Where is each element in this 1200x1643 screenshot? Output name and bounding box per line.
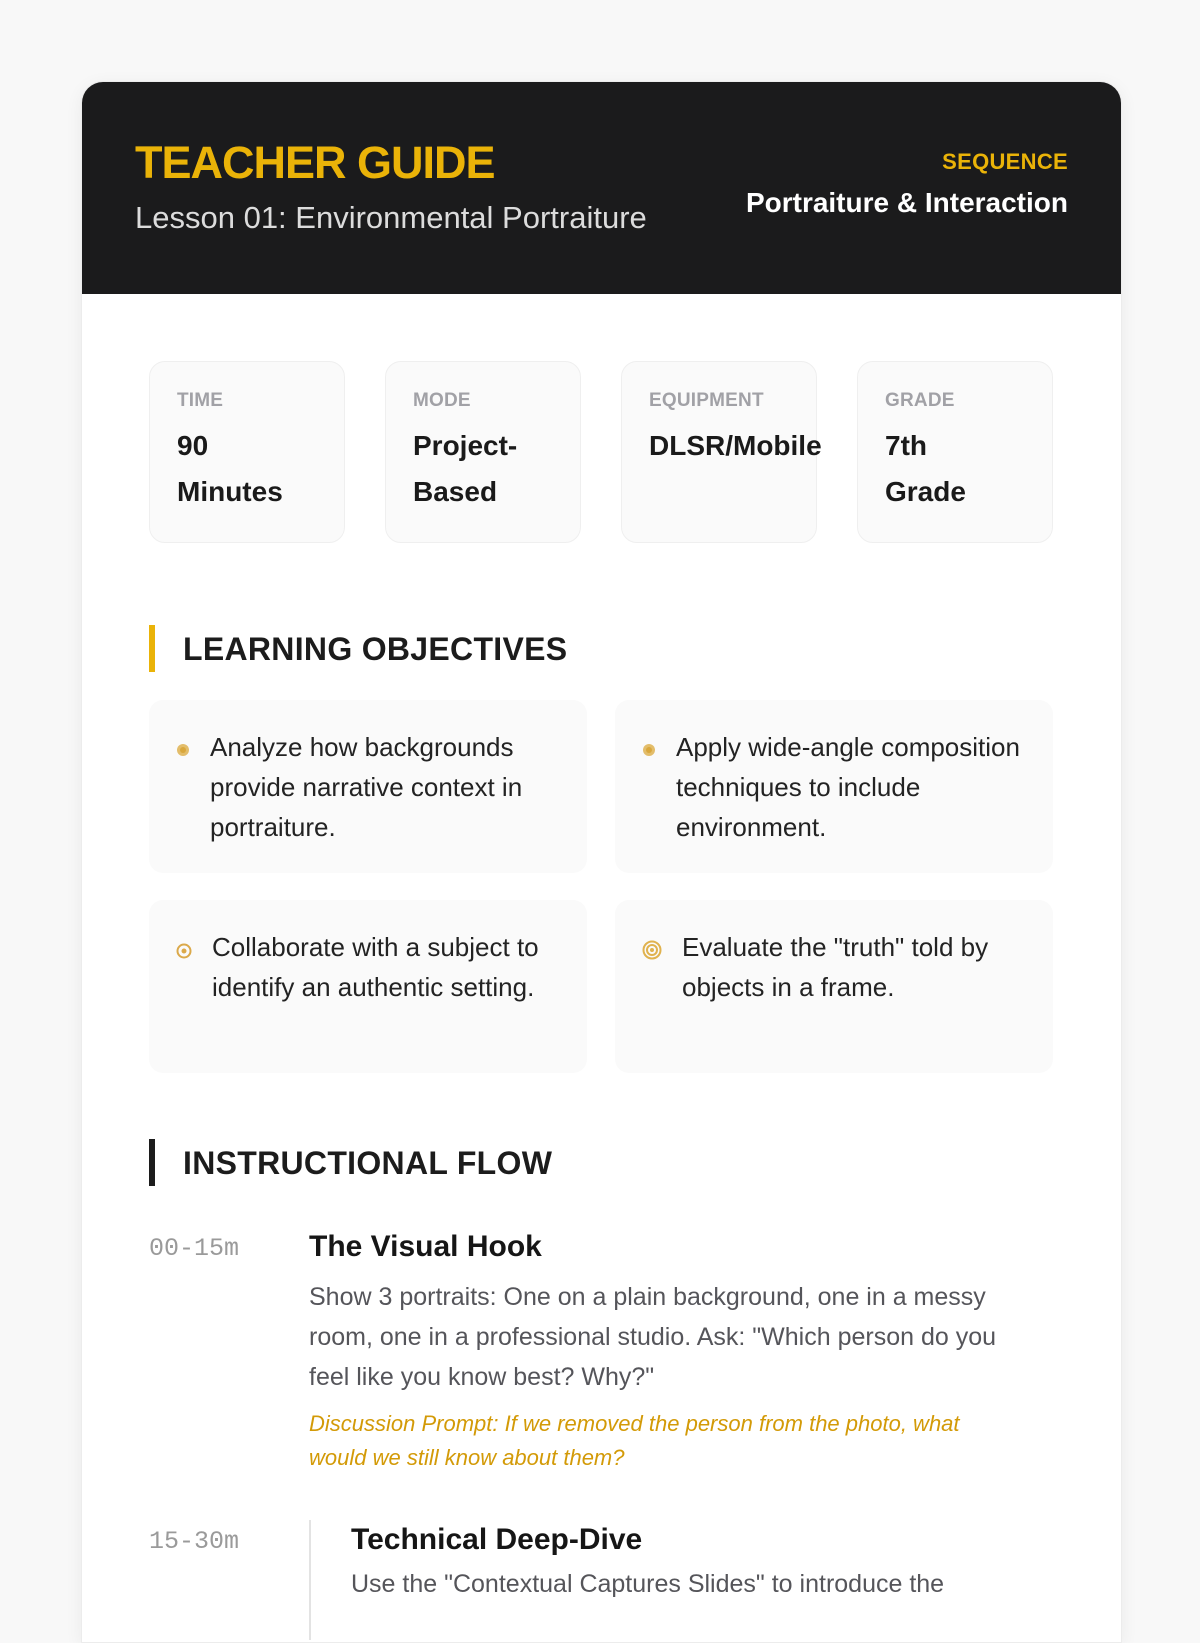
stat-label: TIME <box>177 390 224 411</box>
stat-value: 7th Grade <box>885 430 966 507</box>
stat-value-text: Project-Based <box>413 430 518 507</box>
discussion-prompt: Discussion Prompt: If we removed the person from the photo, what would we still know about them? <box>309 1411 960 1470</box>
flow-time: 15-30m <box>149 1527 240 1556</box>
flow-body <box>351 1520 1051 1604</box>
stat-value: DLSR/Mobile <box>649 430 822 461</box>
objective-item <box>149 900 587 1073</box>
objective-text: Apply wide-angle composition techniques to include environment. <box>676 732 1020 842</box>
stat-label: EQUIPMENT <box>649 390 764 411</box>
objective-text: Collaborate with a subject to identify an authentic setting. <box>212 932 539 1002</box>
stat-value: 90 Minutes <box>177 430 283 507</box>
objective-text: Analyze how backgrounds provide narrative context in portraiture. <box>210 732 523 842</box>
flow-body <box>309 1227 1009 1475</box>
section-accent-bar <box>149 1139 155 1186</box>
objective-item <box>615 900 1053 1073</box>
flow-description: Use the "Contextual Captures Slides" to introduce the <box>351 1570 945 1598</box>
flow-divider <box>309 1520 311 1640</box>
ring-icon <box>176 943 192 959</box>
sequence-block <box>746 148 1068 220</box>
objective-item <box>149 700 587 873</box>
objective-text: Evaluate the "truth" told by objects in a frame. <box>682 932 989 1002</box>
dot-icon <box>642 743 656 757</box>
sequence-label: SEQUENCE <box>942 149 1068 174</box>
flow-time: 00-15m <box>149 1234 240 1263</box>
objective-item <box>615 700 1053 873</box>
target-icon <box>642 940 662 960</box>
page-title: TEACHER GUIDE <box>135 137 495 188</box>
flow-title: Technical Deep-Dive <box>351 1523 643 1556</box>
guide-header <box>82 82 1121 294</box>
section-title: LEARNING OBJECTIVES <box>183 631 568 667</box>
teacher-guide-card <box>81 81 1122 1643</box>
section-title: INSTRUCTIONAL FLOW <box>183 1145 553 1181</box>
lesson-stats <box>149 361 1053 545</box>
section-accent-bar <box>149 625 155 672</box>
stat-grade <box>857 361 1053 543</box>
flow-title: The Visual Hook <box>309 1230 542 1263</box>
flow-description: Show 3 portraits: One on a plain background, one in a messy room, one in a professional studio. Ask: "Which person do you feel like you know best? Why?" <box>309 1283 997 1391</box>
stat-label: GRADE <box>885 390 955 411</box>
sequence-value: Portraiture & Interaction <box>745 187 1068 218</box>
stat-value <box>413 423 543 515</box>
dot-icon <box>176 743 190 757</box>
stat-mode <box>385 361 581 543</box>
stat-equipment <box>621 361 822 543</box>
lesson-subtitle: Lesson 01: Environmental Portraiture <box>135 200 647 235</box>
stat-label: MODE <box>413 390 471 411</box>
stat-time <box>149 361 345 543</box>
